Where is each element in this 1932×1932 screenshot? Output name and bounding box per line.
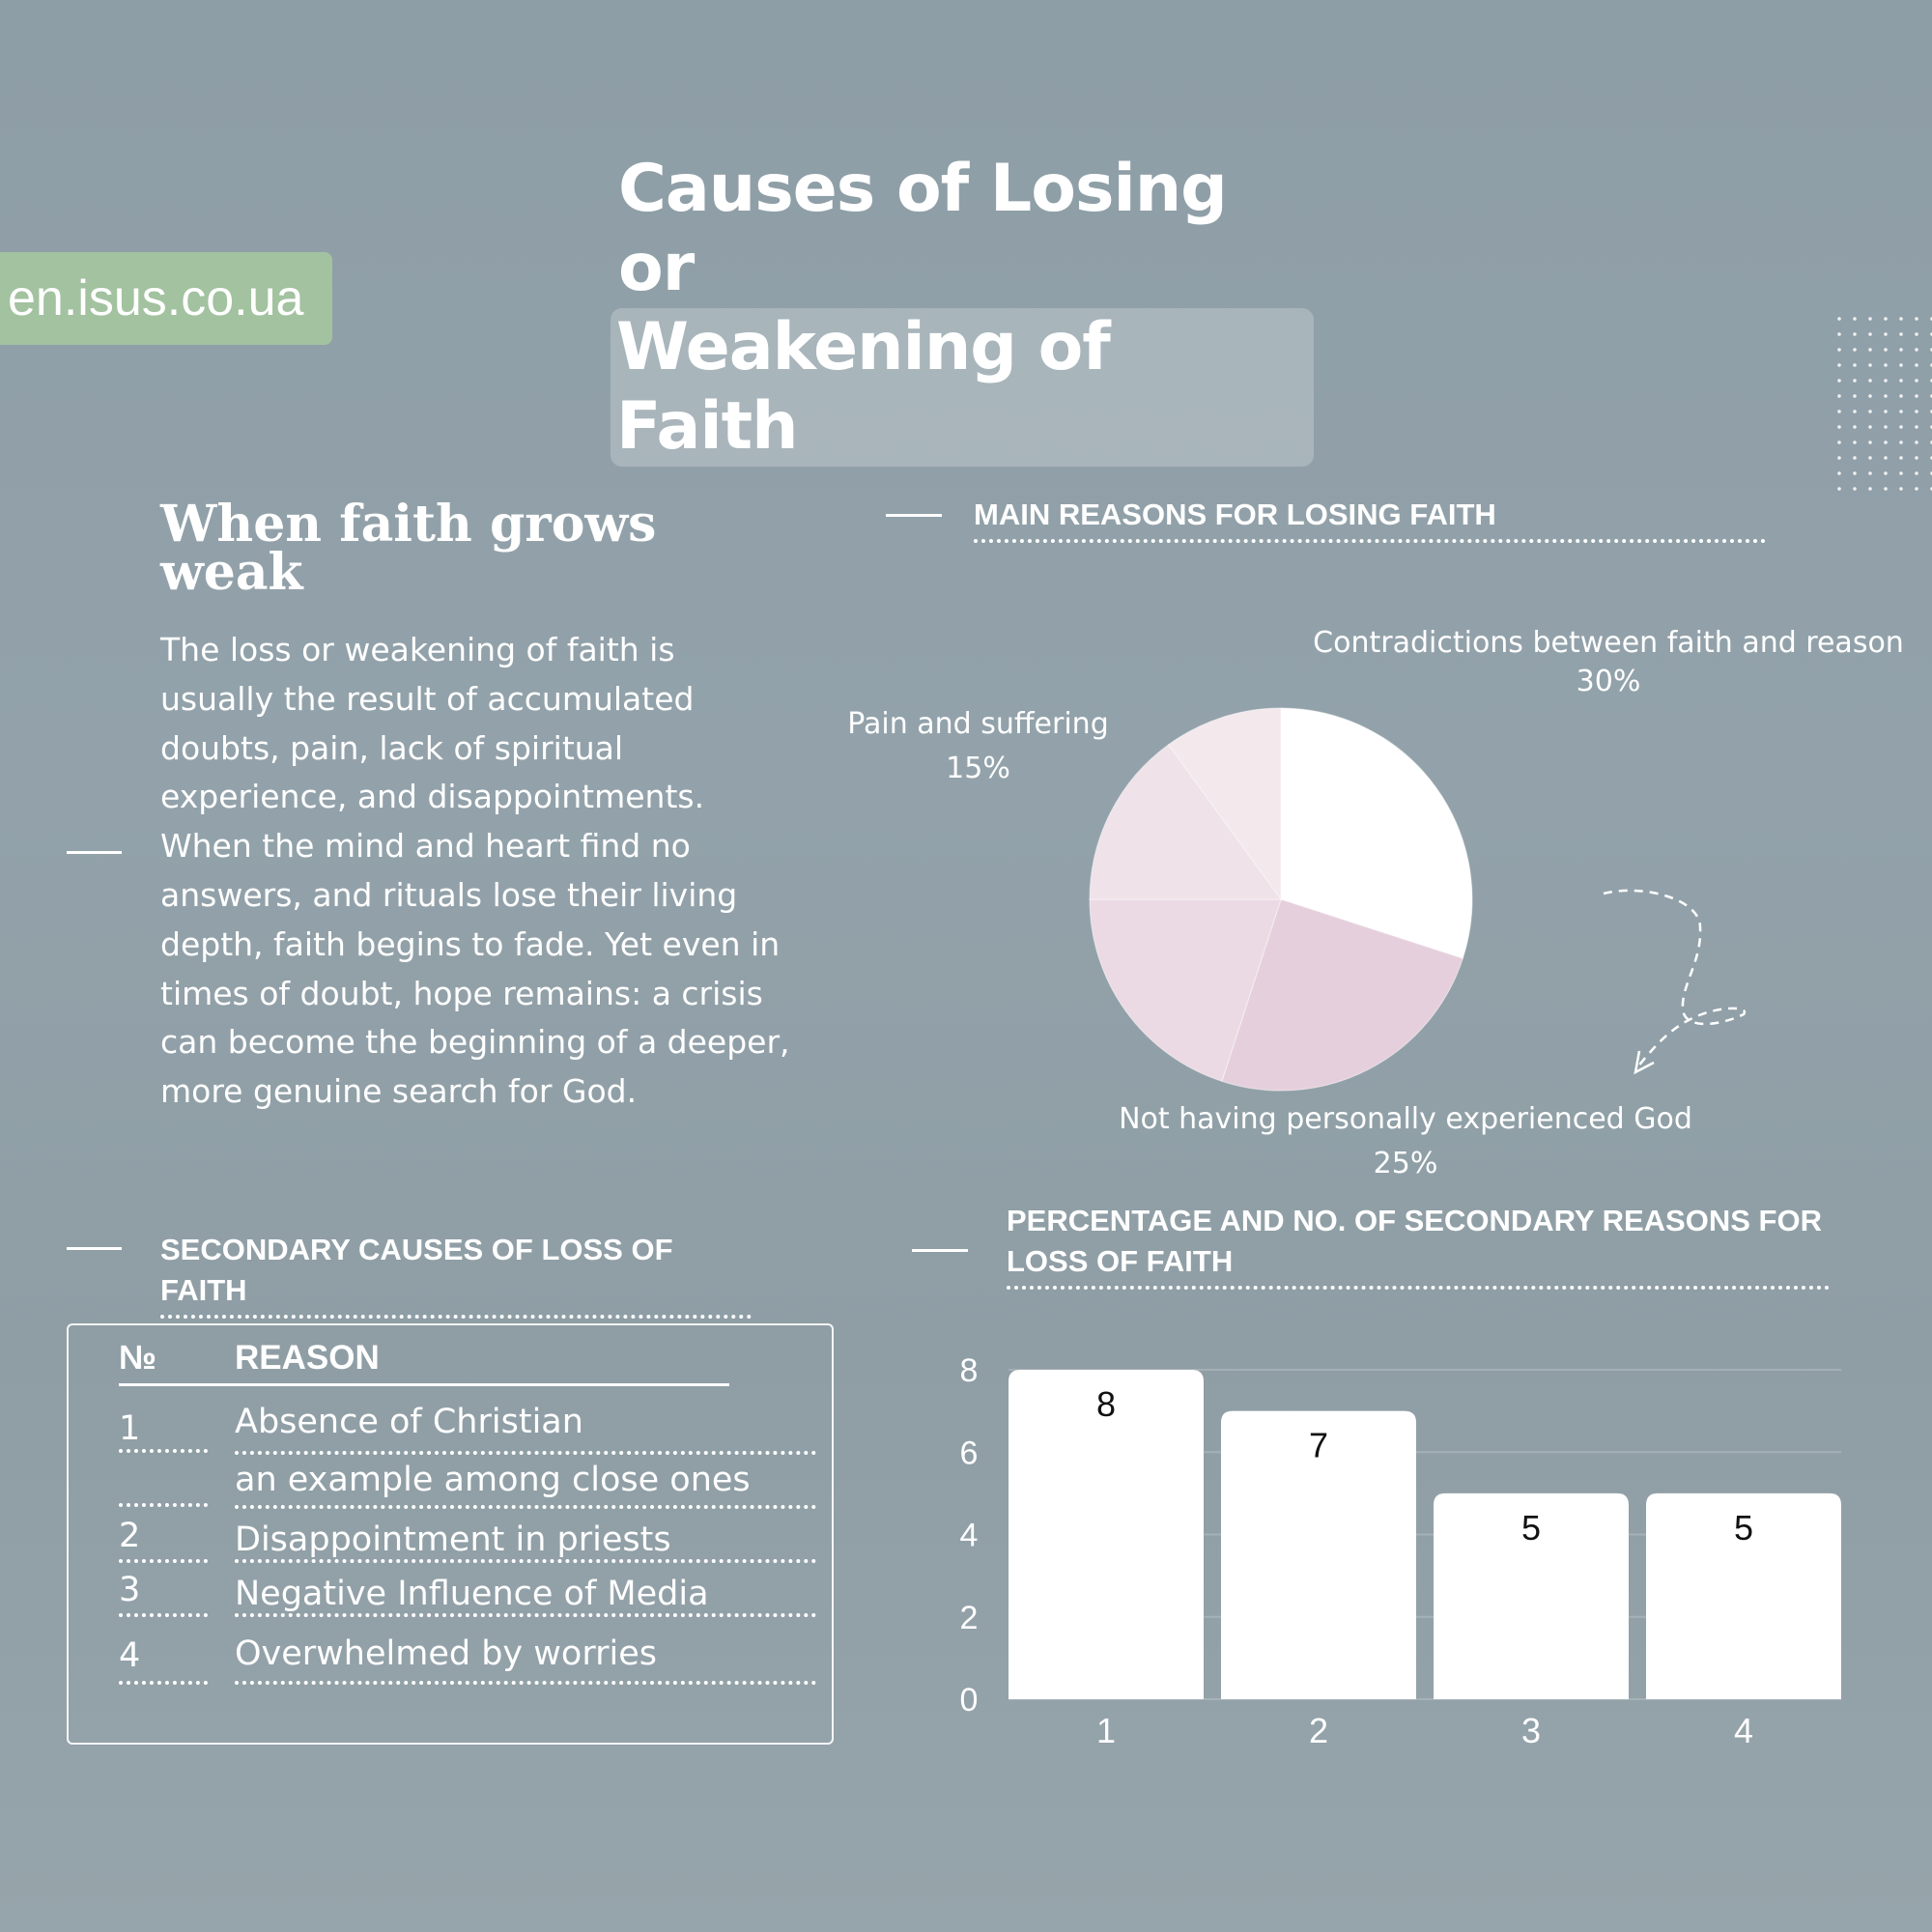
title-line-1: Causes of Losing or <box>618 151 1227 306</box>
site-badge[interactable]: en.isus.co.ua <box>0 252 332 345</box>
table-header-no: № <box>119 1339 157 1377</box>
bar-x-tick-4: 4 <box>1733 1711 1754 1750</box>
bar-y-tick-6: 6 <box>959 1435 979 1472</box>
pie-label-contradictions-text: Contradictions between faith and reason <box>1313 626 1904 660</box>
title-line-2: Weakening of Faith <box>611 308 1314 467</box>
bar-x-tick-2: 2 <box>1308 1711 1329 1750</box>
table-row-3-reason: Negative Influence of Media <box>235 1573 816 1617</box>
table-row-2-reason: Disappointment in priests <box>235 1519 816 1563</box>
bar-y-tick-0: 0 <box>959 1682 979 1719</box>
bar-value-label-3: 5 <box>1520 1507 1542 1548</box>
bar-y-tick-2: 2 <box>959 1599 979 1636</box>
pie-label-not-experienced-text: Not having personally experienced God <box>1119 1102 1692 1136</box>
pie-label-contradictions-value: 30% <box>1576 665 1641 698</box>
table-section-title: SECONDARY CAUSES OF LOSS OF FAITH <box>160 1230 752 1319</box>
bar-y-tick-labels <box>960 1352 979 1719</box>
bar-x-tick-labels <box>1096 1711 1753 1750</box>
bar-value-label-2: 7 <box>1308 1425 1329 1465</box>
table-header-reason: REASON <box>235 1339 380 1377</box>
table-row-3-no: 3 <box>119 1569 208 1617</box>
table-row-1b-reason: an example among close ones <box>235 1459 816 1509</box>
pie-label-pain-text: Pain and suffering <box>847 707 1109 741</box>
intro-paragraph: The loss or weakening of faith is usually the result of accumulated doubts, pain, lack of spiritual experience, and disappointments. When the mind and heart find no answers, and rituals lose their living depth, faith begins to fade. Yet even in times of doubt, hope remains: a crisis can become the beginning of a deeper, more genuine search for God. <box>160 631 790 1111</box>
pie-label-not-experienced-value: 25% <box>1373 1147 1438 1180</box>
pie-label-pain-value: 15% <box>946 752 1010 785</box>
bar-x-tick-3: 3 <box>1520 1711 1542 1750</box>
bar-value-label-4: 5 <box>1733 1507 1754 1548</box>
pie-section-title: MAIN REASONS FOR LOSING FAITH <box>974 495 1766 543</box>
bar-section-title: PERCENTAGE AND NO. OF SECONDARY REASONS FOR LOSS OF FAITH <box>1007 1201 1830 1290</box>
table-row-2-no: 2 <box>119 1515 208 1563</box>
bar-y-tick-8: 8 <box>959 1352 979 1389</box>
bar-value-label-1: 8 <box>1095 1384 1117 1424</box>
table-row-1-no: 1 <box>119 1407 208 1453</box>
intro-heading: When faith grows weak <box>160 495 657 602</box>
table-row-1-reason: Absence of Christian <box>235 1401 816 1455</box>
bar-x-tick-1: 1 <box>1095 1711 1117 1750</box>
bar-y-tick-4: 4 <box>959 1517 979 1554</box>
table-row-4-reason: Overwhelmed by worries <box>235 1633 816 1685</box>
table-row-4-no: 4 <box>119 1634 208 1685</box>
